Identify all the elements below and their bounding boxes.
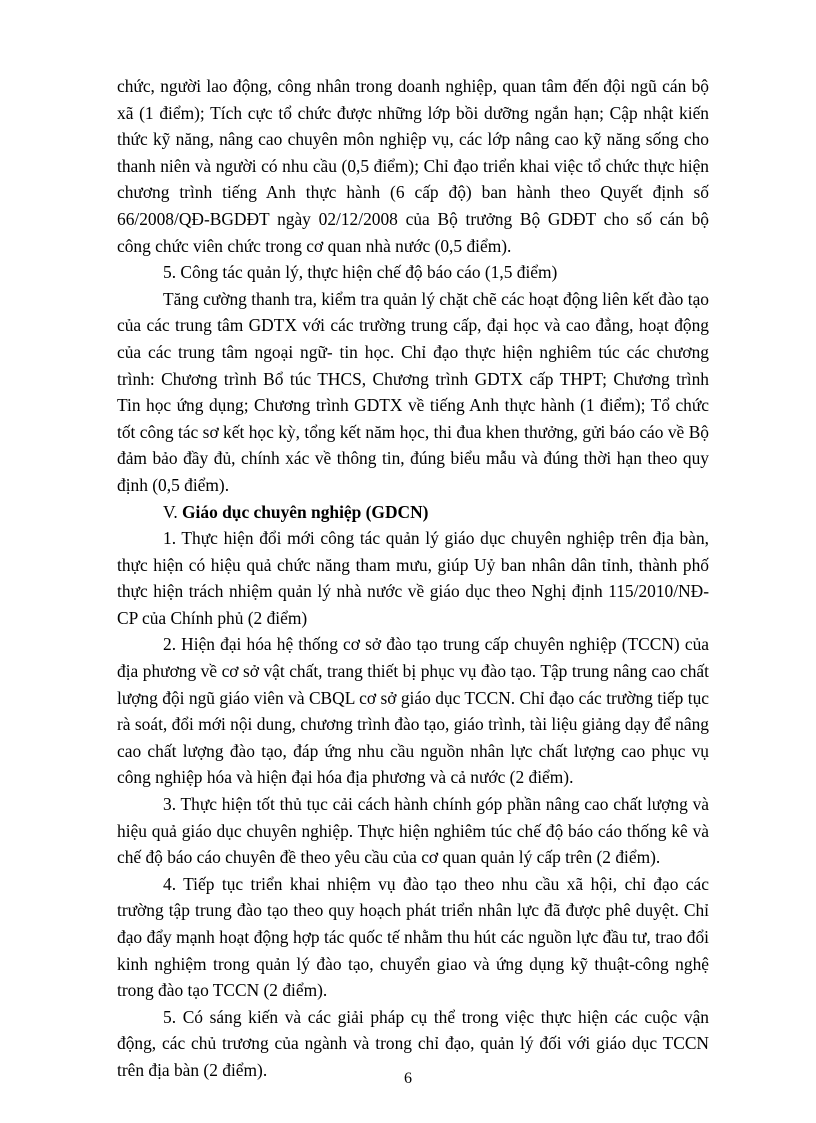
paragraph-item-4: 4. Tiếp tục triển khai nhiệm vụ đào tạo theo nhu cầu xã hội, chỉ đạo các trường tập trung đào tạo theo quy hoạch phát triển nhân lực đã được phê duyệt. Chỉ đạo đẩy mạnh hoạt động hợp tác quốc tế nhằm thu hút các nguồn lực đầu tư, trao đổi kinh nghiệm trong quản lý đào tạo, chuyển giao và ứng dụng kỹ thuật-công nghệ trong đào tạo TCCN (2 điểm). bbox=[117, 873, 709, 1001]
section-heading bbox=[117, 499, 709, 526]
paragraph-item-3: 3. Thực hiện tốt thủ tục cải cách hành chính góp phần nâng cao chất lượng và hiệu quả giáo dục chuyên nghiệp. Thực hiện nghiêm túc chế độ báo cáo thống kê và chế độ báo cáo chuyên đề theo yêu cầu của cơ quan quản lý cấp trên (2 điểm). bbox=[117, 794, 709, 868]
subheading-reporting: 5. Công tác quản lý, thực hiện chế độ báo cáo (1,5 điểm) bbox=[163, 262, 558, 283]
section-numeral: V. bbox=[163, 501, 178, 522]
paragraph-inspection: Tăng cường thanh tra, kiểm tra quản lý chặt chẽ các hoạt động liên kết đào tạo của các trung tâm GDTX với các trường trung cấp, đại học và cao đẳng, hoạt động của các trung tâm ngoại ngữ- tin học. Chỉ đạo thực hiện nghiêm túc các chương trình: Chương trình Bổ túc THCS, Chương trình GDTX cấp THPT; Chương trình Tin học ứng dụng; Chương trình GDTX về tiếng Anh thực hành (1 điểm); Tổ chức tốt công tác sơ kết học kỳ, tổng kết năm học, thi đua khen thưởng, gửi báo cáo về Bộ đảm bảo đầy đủ, chính xác về thông tin, đúng biểu mẫu và đúng thời hạn theo quy định (0,5 điểm). bbox=[117, 288, 709, 495]
paragraph-continuation: chức, người lao động, công nhân trong doanh nghiệp, quan tâm đến đội ngũ cán bộ xã (1 điểm); Tích cực tổ chức được những lớp bồi dưỡng ngắn hạn; Cập nhật kiến thức kỹ năng, nâng cao chuyên môn nghiệp vụ, các lớp nâng cao kỹ năng sống cho thanh niên và người có nhu cầu (0,5 điểm); Chỉ đạo triển khai việc tổ chức thực hiện chương trình tiếng Anh thực hành (6 cấp độ) ban hành theo Quyết định số 66/2008/QĐ-BGDĐT ngày 02/12/2008 của Bộ trưởng Bộ GDĐT cho số cán bộ công chức viên chức trong cơ quan nhà nước (0,5 điểm). bbox=[117, 76, 709, 256]
page-body bbox=[117, 73, 709, 1084]
page-number: 6 bbox=[404, 1070, 412, 1087]
section-title: Giáo dục chuyên nghiệp (GDCN) bbox=[182, 501, 429, 522]
paragraph-item-5: 5. Có sáng kiến và các giải pháp cụ thể trong việc thực hiện các cuộc vận động, các chủ trương của ngành và trong chỉ đạo, quản lý đối với giáo dục TCCN trên địa bàn (2 điểm). bbox=[117, 1006, 709, 1080]
paragraph-item-1: 1. Thực hiện đổi mới công tác quản lý giáo dục chuyên nghiệp trên địa bàn, thực hiện có hiệu quả chức năng tham mưu, giúp Uỷ ban nhân dân tỉnh, thành phố thực hiện trách nhiệm quản lý nhà nước về giáo dục theo Nghị định 115/2010/NĐ-CP của Chính phủ (2 điểm) bbox=[117, 528, 709, 628]
paragraph-item-2: 2. Hiện đại hóa hệ thống cơ sở đào tạo trung cấp chuyên nghiệp (TCCN) của địa phương về cơ sở vật chất, trang thiết bị phục vụ đào tạo. Tập trung nâng cao chất lượng đội ngũ giáo viên và CBQL cơ sở giáo dục TCCN. Chỉ đạo các trường tiếp tục rà soát, đổi mới nội dung, chương trình đào tạo, giáo trình, tài liệu giảng dạy để nâng cao chất lượng đào tạo, đáp ứng nhu cầu nguồn nhân lực chất lượng cao phục vụ công nghiệp hóa và hiện đại hóa địa phương và cả nước (2 điểm). bbox=[117, 634, 709, 788]
